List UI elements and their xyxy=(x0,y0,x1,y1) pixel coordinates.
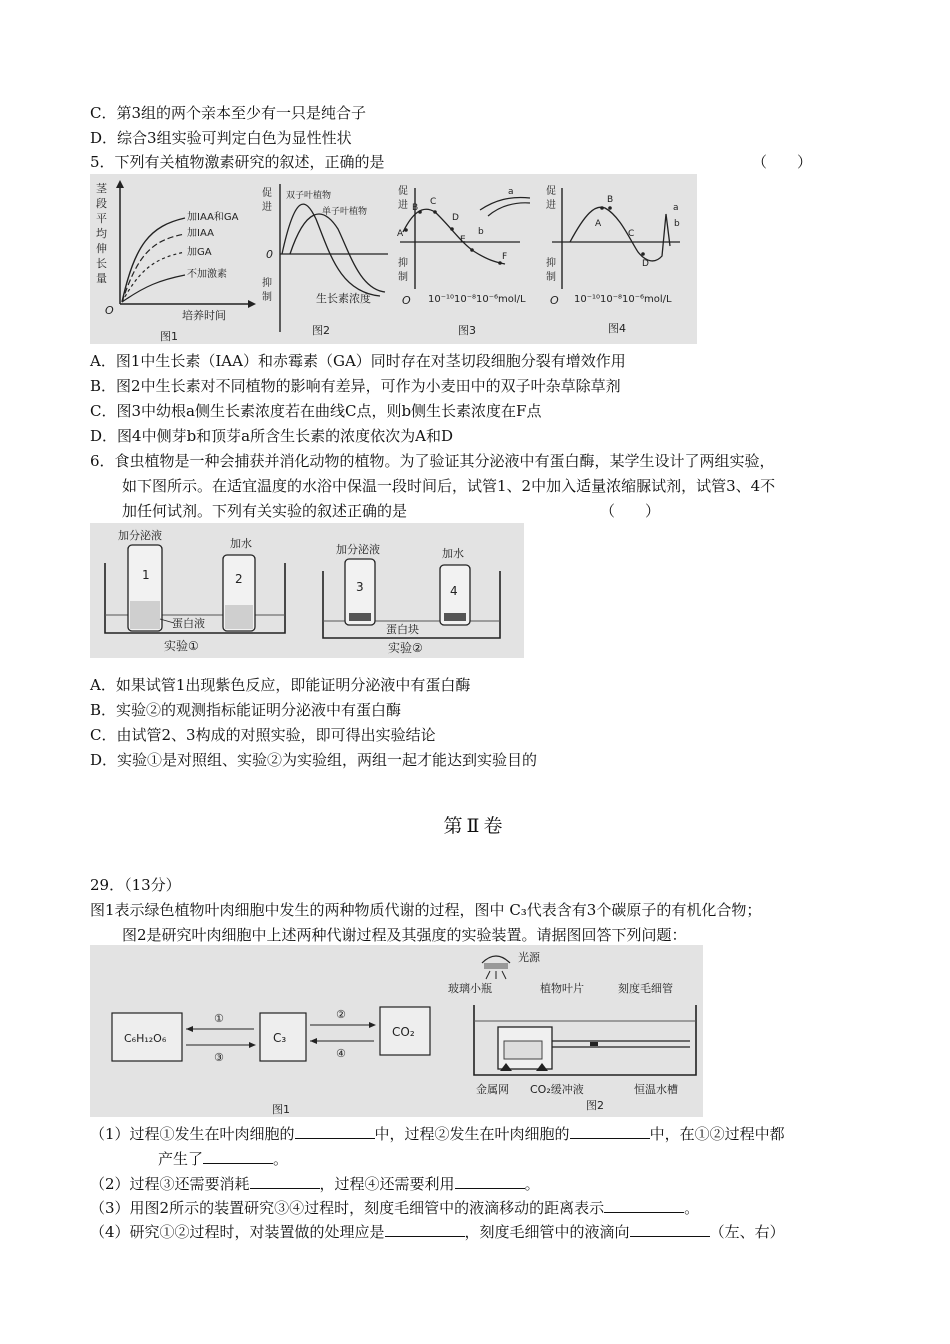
q5-fig2-series-1: 双子叶植物 xyxy=(286,191,332,201)
svg-text:促: 促 xyxy=(398,186,408,197)
q6-option-b: B．实验②的观测指标能证明分泌液中有蛋白酶 xyxy=(90,701,402,719)
q29-box-c3: C₃ xyxy=(273,1031,287,1045)
q5-fig2-top-1: 促 xyxy=(262,188,272,199)
q6-answer-paren: （ ） xyxy=(600,502,661,520)
svg-text:进: 进 xyxy=(546,200,556,211)
q5-option-c: C．图3中幼根a侧生长素浓度若在曲线C点，则b侧生长素浓度在F点 xyxy=(90,402,542,420)
q6-exp1-water-label: 加水 xyxy=(230,537,252,550)
svg-text:E: E xyxy=(460,235,466,245)
q29-sub1-line1: （1）过程①发生在叶肉细胞的 中，过程②发生在叶肉细胞的 中，在①②过程中都 xyxy=(90,1125,785,1143)
answer-blank-5[interactable] xyxy=(455,1174,525,1189)
q29-buffer-label: CO₂缓冲液 xyxy=(530,1083,584,1096)
q5-figure xyxy=(90,174,697,344)
svg-text:C: C xyxy=(430,197,437,207)
q5-option-a: A．图1中生长素（IAA）和赤霉素（GA）同时存在对茎切段细胞分裂有增效作用 xyxy=(90,352,626,370)
q5-fig4 xyxy=(546,185,680,335)
svg-text:抑: 抑 xyxy=(262,278,272,289)
q6-exp1-substance: 蛋白液 xyxy=(172,617,205,630)
svg-text:F: F xyxy=(502,252,508,262)
q6-exp2-secretion-label: 加分泌液 xyxy=(336,543,380,556)
svg-text:A: A xyxy=(595,219,602,229)
q6-exp2-caption: 实验② xyxy=(388,641,423,655)
q4-option-d: D．综合3组实验可判定白色为显性性状 xyxy=(90,129,352,147)
q29-bath-label: 恒温水槽 xyxy=(634,1083,678,1096)
svg-text:②: ② xyxy=(336,1008,346,1021)
q6-figure xyxy=(90,523,524,658)
q5-fig1 xyxy=(105,180,256,343)
q6-tube-3: 3 xyxy=(356,580,364,594)
svg-text:b: b xyxy=(674,219,680,229)
q6-option-c: C．由试管2、3构成的对照实验，即可得出实验结论 xyxy=(90,726,436,744)
svg-text:C: C xyxy=(628,229,635,239)
svg-text:①: ① xyxy=(214,1012,224,1025)
svg-text:b: b xyxy=(478,227,484,237)
svg-text:促: 促 xyxy=(546,186,556,197)
q29-fig1-caption: 图1 xyxy=(272,1103,290,1116)
svg-text:D: D xyxy=(642,259,649,269)
q29-fig2 xyxy=(448,950,696,1112)
part2-title: 第Ⅱ卷 xyxy=(443,815,507,837)
svg-text:D: D xyxy=(452,213,459,223)
q6-stem-line3: 加任何试剂。下列有关实验的叙述正确的是 xyxy=(122,502,408,520)
svg-text:抑: 抑 xyxy=(398,258,408,269)
svg-text:B: B xyxy=(412,203,419,213)
answer-blank-4[interactable] xyxy=(250,1174,320,1189)
q29-sub3: （3）用图2所示的装置研究③④过程时，刻度毛细管中的液滴移动的距离表示 。 xyxy=(90,1199,700,1217)
q29-leaf-label: 植物叶片 xyxy=(540,982,584,995)
q6-exp2-substance: 蛋白块 xyxy=(386,623,419,636)
q29-fig1 xyxy=(112,1007,430,1116)
q5-answer-paren: （ ） xyxy=(752,153,813,171)
q6-exp1-secretion-label: 加分泌液 xyxy=(118,529,162,542)
q29-mesh-label: 金属网 xyxy=(476,1083,509,1096)
q29-intro-line1: 图1表示绿色植物叶肉细胞中发生的两种物质代谢的过程，图中 C₃代表含有3个碳原子的有机化合物； xyxy=(90,901,762,919)
q5-fig2-top-2: 进 xyxy=(262,202,272,213)
svg-text:③: ③ xyxy=(214,1051,224,1064)
q6-exp1-caption: 实验① xyxy=(164,639,199,653)
svg-text:a: a xyxy=(508,187,514,197)
q5-fig1-ylabel: 茎段平均伸长量 xyxy=(96,182,107,285)
q29-fig2-caption: 图2 xyxy=(586,1099,604,1112)
answer-blank-7[interactable] xyxy=(385,1222,465,1237)
q5-fig1-series-1: 加IAA和GA xyxy=(187,212,239,223)
q5-fig1-series-2: 加IAA xyxy=(187,228,214,239)
q6-experiment-1 xyxy=(105,528,285,653)
q5-fig4-xlabel: 10⁻¹⁰10⁻⁸10⁻⁶mol/L xyxy=(574,294,672,305)
svg-text:O: O xyxy=(550,294,559,307)
q5-fig1-origin: O xyxy=(105,304,114,317)
q29-box-co2: CO₂ xyxy=(392,1025,415,1039)
q5-option-b: B．图2中生长素对不同植物的影响有差异，可作为小麦田中的双子叶杂草除草剂 xyxy=(90,377,621,395)
svg-text:O: O xyxy=(402,294,411,307)
q29-capillary-label: 刻度毛细管 xyxy=(618,982,673,995)
q5-stem: 5．下列有关植物激素研究的叙述，正确的是 xyxy=(90,153,385,171)
q6-tube-4: 4 xyxy=(450,584,458,598)
q29-figure xyxy=(90,945,703,1117)
answer-blank-8[interactable] xyxy=(630,1222,710,1237)
q6-stem-line1: 6．食虫植物是一种会捕获并消化动物的植物。为了验证其分泌液中有蛋白酶，某学生设计了两组实验， xyxy=(90,452,775,470)
q5-fig3 xyxy=(397,185,530,337)
q6-stem-line2: 如下图所示。在适宜温度的水浴中保温一段时间后，试管1、2中加入适量浓缩脲试剂，试管3、4不 xyxy=(122,477,776,495)
svg-text:制: 制 xyxy=(262,292,272,303)
q5-fig2-series-2: 单子叶植物 xyxy=(322,207,368,217)
svg-text:④: ④ xyxy=(336,1047,346,1060)
q5-fig1-series-4: 不加激素 xyxy=(187,269,227,280)
q29-sub4: （4）研究①②过程时，对装置做的处理应是 ，刻度毛细管中的液滴向 （左、右） xyxy=(90,1223,785,1241)
svg-text:A: A xyxy=(397,229,404,239)
q29-box-glucose: C₆H₁₂O₆ xyxy=(124,1032,167,1045)
q5-fig2 xyxy=(262,184,388,337)
q29-sub1-line2: 产生了 。 xyxy=(158,1150,289,1168)
answer-blank-2[interactable] xyxy=(570,1124,650,1139)
q6-tube-1: 1 xyxy=(142,568,150,582)
q5-fig1-caption: 图1 xyxy=(160,330,178,343)
answer-blank-6[interactable] xyxy=(604,1198,684,1213)
q5-fig2-zero: 0 xyxy=(266,248,273,261)
q4-option-c: C．第3组的两个亲本至少有一只是纯合子 xyxy=(90,104,367,122)
q5-fig1-xlabel: 培养时间 xyxy=(182,309,226,322)
svg-text:B: B xyxy=(607,195,614,205)
q6-option-a: A．如果试管1出现紫色反应，即能证明分泌液中有蛋白酶 xyxy=(90,676,471,694)
q5-fig3-xlabel: 10⁻¹⁰10⁻⁸10⁻⁶mol/L xyxy=(428,294,526,305)
svg-text:抑: 抑 xyxy=(546,258,556,269)
svg-text:制: 制 xyxy=(398,272,408,283)
q29-light-label: 光源 xyxy=(518,951,540,964)
q6-tube-2: 2 xyxy=(235,572,243,586)
q29-heading: 29．（13分） xyxy=(90,876,181,894)
svg-text:a: a xyxy=(673,203,679,213)
q5-fig3-caption: 图3 xyxy=(458,324,476,337)
q5-fig1-series-3: 加GA xyxy=(187,247,212,258)
answer-blank-1[interactable] xyxy=(295,1124,375,1139)
q5-fig2-xlabel: 生长素浓度 xyxy=(316,292,371,305)
q5-fig4-caption: 图4 xyxy=(608,322,626,335)
q29-sub2: （2）过程③还需要消耗 ，过程④还需要利用 。 xyxy=(90,1175,540,1193)
q6-exp2-water-label: 加水 xyxy=(442,547,464,560)
svg-text:进: 进 xyxy=(398,200,408,211)
svg-text:制: 制 xyxy=(546,272,556,283)
q29-bottle-label: 玻璃小瓶 xyxy=(448,982,492,995)
answer-blank-3[interactable] xyxy=(203,1149,273,1164)
q5-option-d: D．图4中侧芽b和顶芽a所含生长素的浓度依次为A和D xyxy=(90,427,453,445)
q29-intro-line2: 图2是研究叶肉细胞中上述两种代谢过程及其强度的实验装置。请据图回答下列问题： xyxy=(122,926,687,944)
q5-fig2-caption: 图2 xyxy=(312,324,330,337)
q6-experiment-2 xyxy=(323,542,500,655)
q6-option-d: D．实验①是对照组、实验②为实验组，两组一起才能达到实验目的 xyxy=(90,751,538,769)
